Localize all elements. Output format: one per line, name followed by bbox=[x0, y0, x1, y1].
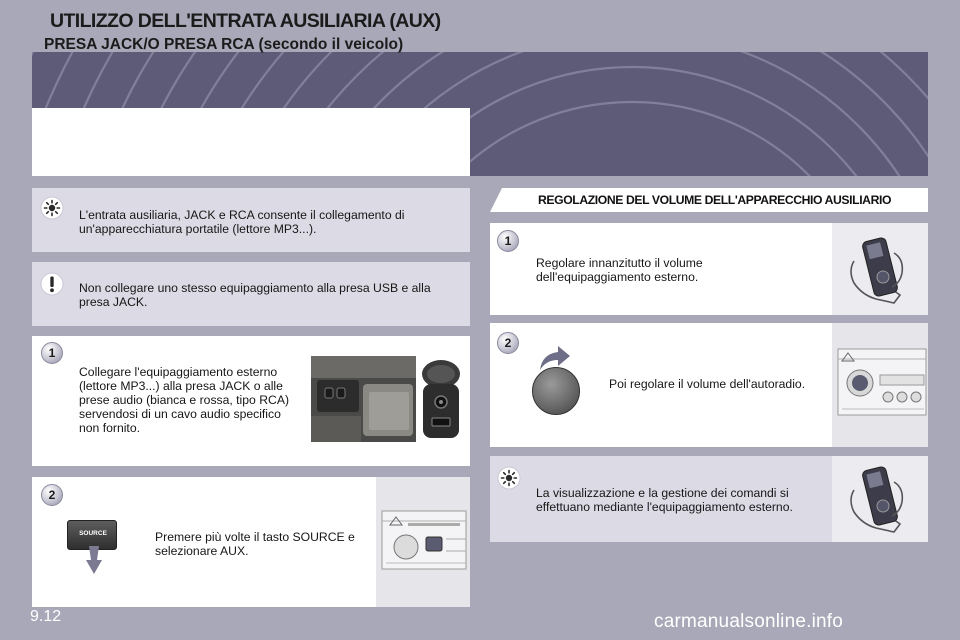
console-photo-drawing bbox=[311, 356, 416, 442]
radio-volume-drawing bbox=[832, 323, 928, 447]
info-text: L'entrata ausiliaria, JACK e RCA consente il collegamento di un'apparecchiatura portatile (lettore MP3...). bbox=[79, 208, 405, 236]
mp3-player-illustration-2 bbox=[832, 456, 928, 542]
page-number: 9.12 bbox=[30, 608, 62, 625]
watermark: carmanualsonline.info bbox=[654, 611, 844, 632]
console-jack-photo bbox=[311, 356, 416, 442]
volume-step1-text: Regolare innanzitutto il volume dell'equipaggiamento esterno. bbox=[536, 256, 703, 284]
page-subtitle: PRESA JACK/O PRESA RCA (secondo il veicolo) bbox=[44, 36, 404, 53]
tip-sun-icon bbox=[497, 466, 521, 490]
step2-badge: 2 bbox=[41, 484, 63, 506]
jack-socket-drawing bbox=[418, 356, 464, 442]
warning-text: Non collegare uno stesso equipaggiamento alla presa USB e alla presa JACK. bbox=[79, 281, 431, 309]
volume-step1-badge: 1 bbox=[497, 230, 519, 252]
volume-section-title: REGOLAZIONE DEL VOLUME DELL'APPARECCHIO AUSILIARIO bbox=[538, 193, 892, 207]
press-arrow-icon bbox=[86, 546, 102, 574]
radio-volume-illustration bbox=[832, 323, 928, 447]
volume-step2-text: Poi regolare il volume dell'autoradio. bbox=[609, 377, 806, 391]
step2-text: Premere più volte il tasto SOURCE e selezionare AUX. bbox=[155, 530, 355, 558]
mp3-player-drawing bbox=[832, 223, 928, 315]
jack-socket-illustration bbox=[418, 356, 464, 442]
mp3-player-drawing-2 bbox=[832, 456, 928, 542]
mp3-player-illustration bbox=[832, 223, 928, 315]
radio-source-drawing bbox=[376, 477, 470, 607]
info-sun-icon bbox=[40, 196, 64, 220]
tip-text: La visualizzazione e la gestione dei comandi si effettuano mediante l'equipaggiamento esterno. bbox=[536, 486, 793, 514]
page-title: UTILIZZO DELL'ENTRATA AUSILIARIA (AUX) bbox=[50, 10, 441, 32]
title-card bbox=[32, 108, 470, 176]
step1-text: Collegare l'equipaggiamento esterno (lettore MP3...) alla presa JACK o alle prese audio (bianca e rossa, tipo RCA) servendosi di un cavo audio specifico non fornito. bbox=[79, 365, 290, 435]
step1-badge: 1 bbox=[41, 342, 63, 364]
source-button-label: SOURCE bbox=[79, 530, 107, 537]
radio-source-illustration bbox=[376, 477, 470, 607]
volume-knob[interactable] bbox=[532, 367, 580, 415]
volume-step2-badge: 2 bbox=[497, 332, 519, 354]
warning-exclamation-icon bbox=[40, 272, 64, 296]
